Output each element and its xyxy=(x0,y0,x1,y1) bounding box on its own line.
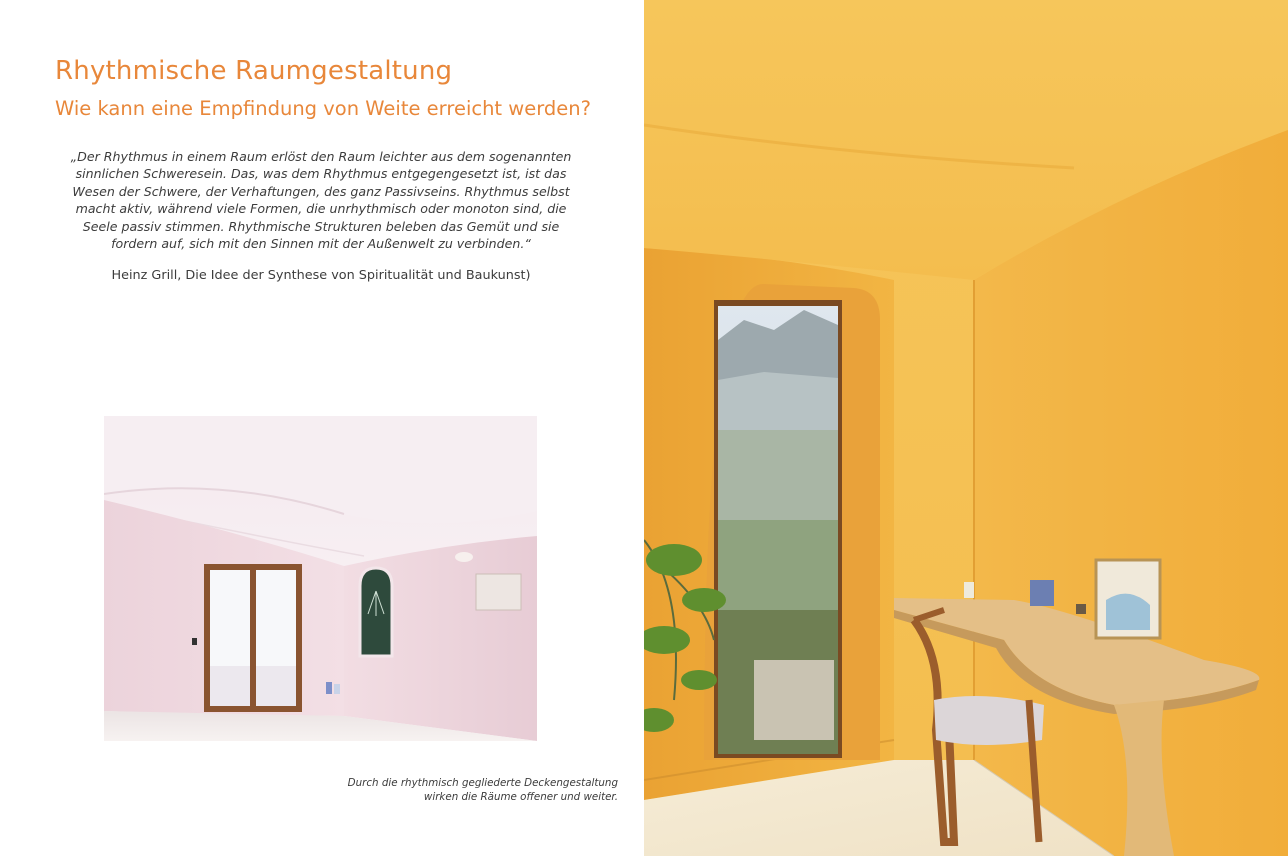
quote-block xyxy=(56,148,586,252)
page-subtitle: Wie kann eine Empfindung von Weite erreicht werden? xyxy=(55,97,591,120)
caption-line: Durch die rhythmisch gegliederte Deckengestaltung xyxy=(347,777,618,789)
quote-source: Heinz Grill, Die Idee der Synthese von Spiritualität und Baukunst) xyxy=(111,268,531,283)
pink-room-photo xyxy=(104,416,537,741)
quote-line: sinnlichen Schweresein. Das, was dem Rhythmus entgegengesetzt ist, ist das xyxy=(75,166,567,182)
quote-line: „Der Rhythmus in einem Raum erlöst den Raum leichter aus dem sogenannten xyxy=(70,149,572,164)
photo-caption xyxy=(300,776,618,804)
quote-line: macht aktiv, während viele Formen, die unrhythmisch oder monoton sind, die xyxy=(75,201,567,217)
quote-line: fordern auf, sich mit den Sinnen mit der Außenwelt zu verbinden.“ xyxy=(111,236,531,252)
page-title: Rhythmische Raumgestaltung xyxy=(55,56,453,86)
caption-line: wirken die Räume offener und weiter. xyxy=(423,791,618,803)
quote-line: Seele passiv stimmen. Rhythmische Strukturen beleben das Gemüt und sie xyxy=(82,218,560,234)
ochre-room-photo xyxy=(644,0,1288,856)
quote-line: Wesen der Schwere, der Verhaftungen, des ganz Passivseins. Rhythmus selbst xyxy=(72,183,570,199)
